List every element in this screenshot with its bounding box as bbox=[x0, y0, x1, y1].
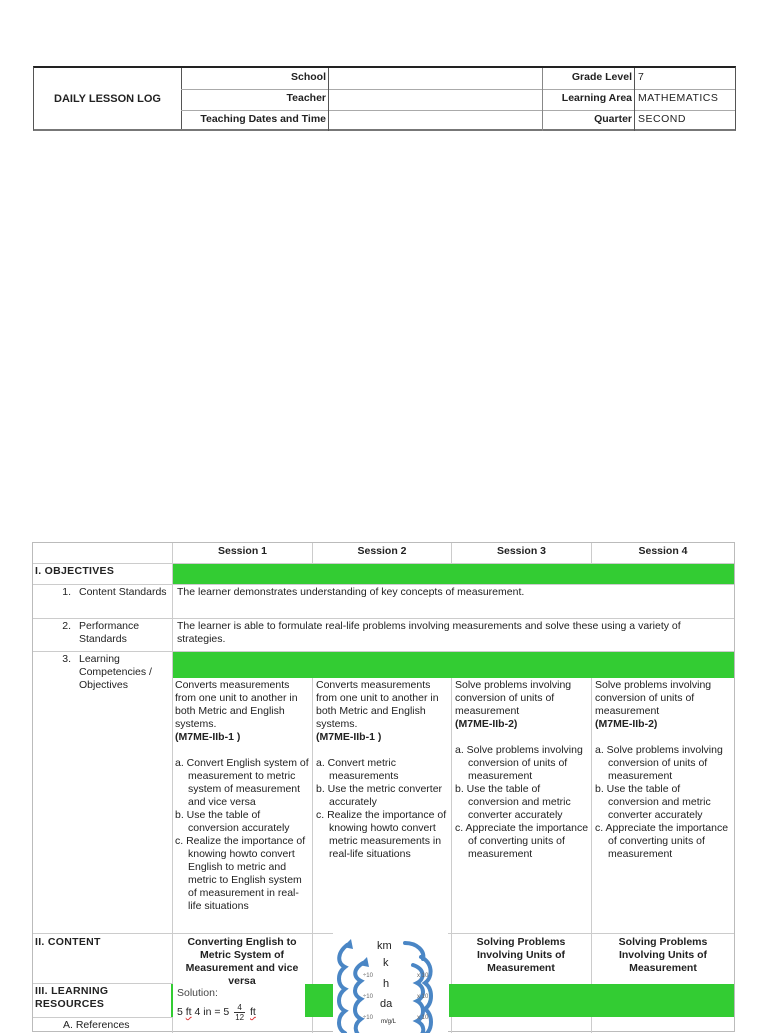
session-3-content-title: Solving Problems Involving Units of Measurement bbox=[476, 936, 566, 974]
competency-code: (M7ME-IIb-2) bbox=[455, 718, 518, 730]
divider bbox=[33, 983, 173, 984]
lesson-plan-table bbox=[32, 542, 735, 1032]
multiply-label: x 10 bbox=[417, 973, 429, 979]
teacher-value bbox=[329, 89, 543, 110]
content-standards-text: Content Standards bbox=[79, 586, 167, 598]
objective-item: a. Solve problems involving conversion of units of measurement bbox=[455, 744, 583, 782]
solution-equation bbox=[177, 1003, 307, 1033]
unit-k: k bbox=[383, 957, 389, 969]
objective-item: b. Use the metric converter accurately bbox=[316, 783, 443, 808]
objective-item: b. Use the table of conversion accurately bbox=[175, 809, 290, 834]
divide-label: ÷10 bbox=[363, 1015, 373, 1021]
divide-label: ÷10 bbox=[363, 994, 373, 1000]
session-1-competencies bbox=[175, 679, 311, 913]
content-standards-value: The learner demonstrates understanding of key concepts of measurement. bbox=[177, 586, 525, 598]
unit-h: h bbox=[383, 978, 390, 990]
session-2-competencies bbox=[316, 679, 450, 861]
session-1-header: Session 1 bbox=[217, 545, 268, 557]
competency-code: (M7ME-IIb-2) bbox=[595, 718, 658, 730]
session-4-header: Session 4 bbox=[638, 545, 688, 557]
session-3-header: Session 3 bbox=[496, 545, 547, 557]
unit-da: da bbox=[380, 998, 393, 1010]
divider bbox=[33, 618, 734, 619]
objective-item: b. Use the table of conversion and metric converter accurately bbox=[595, 783, 711, 821]
solution-label: Solution: bbox=[177, 987, 218, 999]
school-value bbox=[329, 68, 543, 89]
equation-unit: ft bbox=[250, 1006, 256, 1018]
teaching-dates-label: Teaching Dates and Time bbox=[181, 110, 329, 131]
lesson-log-header-table bbox=[33, 66, 736, 131]
unit-m-g-l: m/g/L bbox=[381, 1019, 397, 1025]
divider bbox=[33, 584, 734, 585]
learning-competencies-text: Learning Competencies / Objectives bbox=[79, 653, 152, 691]
objectives-label: I. OBJECTIVES bbox=[35, 565, 115, 577]
objective-item: c. Appreciate the importance of converting units of measurement bbox=[455, 822, 589, 860]
session-1-content-title: Converting English to Metric System of Measurement and vice versa bbox=[185, 936, 299, 987]
session-4-competencies bbox=[595, 679, 731, 861]
divide-label: ÷10 bbox=[363, 973, 373, 979]
equation-left: 5 ft 4 in = 5 bbox=[177, 1006, 230, 1018]
multiply-label: x 10 bbox=[417, 994, 429, 1000]
performance-standards-value: The learner is able to formulate real-life problems involving measurements and solve these using a variety of strategies. bbox=[177, 620, 681, 645]
header-row-teacher bbox=[181, 89, 735, 111]
grade-level-label: Grade Level bbox=[542, 68, 635, 89]
competency-intro: Converts measurements from one unit to another in both Metric and English systems. bbox=[175, 679, 298, 730]
fraction bbox=[234, 1003, 245, 1022]
competency-intro: Converts measurements from one unit to another in both Metric and English systems. bbox=[316, 679, 439, 730]
performance-standards-number: 2. bbox=[62, 620, 71, 632]
session-3-competencies bbox=[455, 679, 590, 861]
learning-area-value: MATHEMATICS bbox=[638, 92, 719, 104]
divider bbox=[591, 678, 592, 1033]
divider bbox=[33, 1017, 173, 1018]
document-title: DAILY LESSON LOG bbox=[34, 68, 182, 129]
learning-area-label: Learning Area bbox=[542, 89, 635, 110]
multiply-label: x 10 bbox=[417, 1015, 429, 1021]
fraction-denominator: 12 bbox=[235, 1013, 245, 1022]
learning-resources-label: III. LEARNING RESOURCES bbox=[35, 985, 109, 1010]
divider bbox=[312, 678, 313, 1033]
content-label: II. CONTENT bbox=[35, 936, 101, 948]
competency-code: (M7ME-IIb-1 ) bbox=[316, 731, 382, 743]
performance-standards-label bbox=[33, 620, 172, 646]
objectives-highlight bbox=[173, 564, 734, 584]
quarter-value: SECOND bbox=[638, 113, 686, 125]
resources-highlight-sessions-3-4 bbox=[449, 984, 734, 1017]
objective-item: c. Appreciate the importance of converting units of measurement bbox=[595, 822, 729, 860]
divider bbox=[172, 543, 173, 1033]
fraction-numerator: 4 bbox=[237, 1003, 242, 1012]
resources-edge-highlight bbox=[171, 984, 173, 1017]
school-label: School bbox=[181, 68, 329, 89]
metric-converter-diagram bbox=[333, 933, 448, 1033]
objective-item: a. Solve problems involving conversion of units of measurement bbox=[595, 744, 723, 782]
teacher-label: Teacher bbox=[181, 89, 329, 110]
header-row-school bbox=[181, 68, 735, 90]
competency-intro: Solve problems involving conversion of units of measurement bbox=[455, 679, 572, 717]
objective-item: c. Realize the importance of knowing howto convert English to metric and metric to English system of measurement in real-life situations bbox=[175, 835, 306, 912]
divider bbox=[451, 678, 452, 1033]
header-row-dates bbox=[181, 110, 735, 131]
resources-highlight-session-2 bbox=[305, 984, 333, 1017]
references-label: A. References bbox=[63, 1019, 130, 1031]
session-2-header: Session 2 bbox=[357, 545, 407, 557]
quarter-label: Quarter bbox=[542, 110, 635, 131]
competencies-highlight bbox=[173, 652, 734, 678]
unit-km: km bbox=[377, 940, 392, 952]
learning-competencies-label bbox=[33, 653, 168, 692]
grade-level-value: 7 bbox=[638, 71, 645, 83]
objective-item: a. Convert English system of measurement to metric system of measurement and vice versa bbox=[175, 757, 309, 808]
competency-code: (M7ME-IIb-1 ) bbox=[175, 731, 241, 743]
content-standards-label bbox=[33, 586, 172, 599]
objective-item: b. Use the table of conversion and metric converter accurately bbox=[455, 783, 571, 821]
learning-competencies-number: 3. bbox=[62, 653, 71, 665]
session-4-content-title: Solving Problems Involving Units of Measurement bbox=[618, 936, 708, 974]
performance-standards-text: Performance Standards bbox=[79, 620, 140, 645]
teaching-dates-value bbox=[329, 110, 543, 131]
content-standards-number: 1. bbox=[62, 586, 71, 598]
competency-intro: Solve problems involving conversion of units of measurement bbox=[595, 679, 712, 717]
objective-item: c. Realize the importance of knowing howto convert metric measurements in real-life situations bbox=[316, 809, 447, 860]
objective-item: a. Convert metric measurements bbox=[316, 757, 399, 782]
